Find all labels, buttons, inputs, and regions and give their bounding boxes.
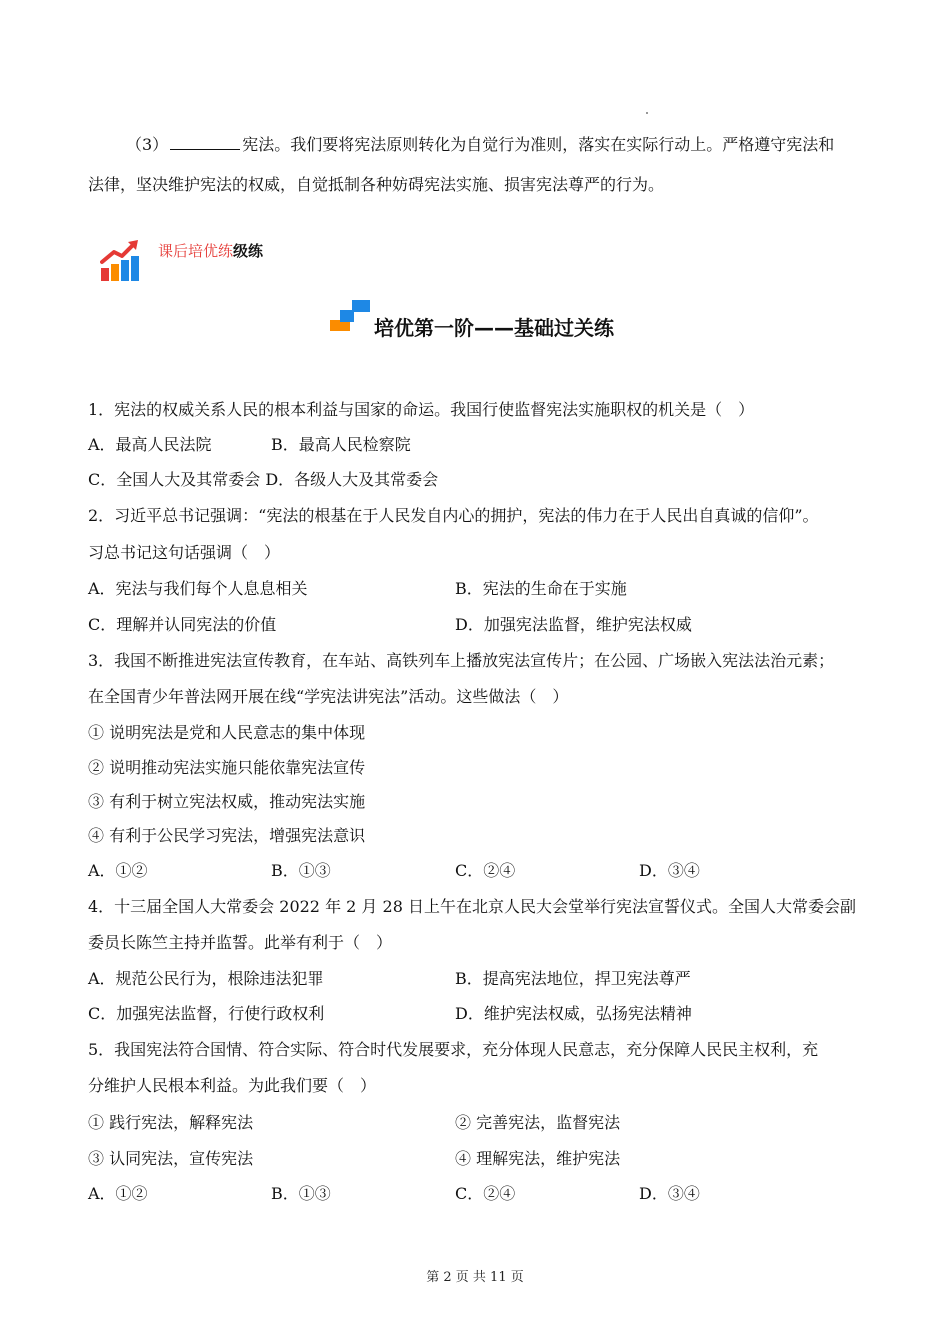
q5-statement-4: ④ 理解宪法，维护宪法 bbox=[455, 1149, 621, 1168]
q5-statement-2: ② 完善宪法，监督宪法 bbox=[455, 1113, 621, 1132]
q1-option-b[interactable]: B．最高人民检察院 bbox=[271, 435, 411, 454]
q4-option-c[interactable]: C．加强宪法监督，行使行政权利 bbox=[88, 1004, 325, 1023]
q3-statement-4: ④ 有利于公民学习宪法，增强宪法意识 bbox=[88, 826, 366, 845]
intro-suffix: 宪法。我们要将宪法原则转化为自觉行为准则，落实在实际行动上。严格遵守宪法和 bbox=[242, 135, 835, 154]
q3-stem-2: 在全国青少年普法网开展在线“学宪法讲宪法”活动。这些做法（ ） bbox=[88, 687, 569, 706]
page-number: 第 2 页 共 11 页 bbox=[426, 1270, 524, 1285]
q4-option-d[interactable]: D．维护宪法权威，弘扬宪法精神 bbox=[455, 1004, 692, 1023]
q2-stem-2: 习总书记这句话强调（ ） bbox=[88, 543, 281, 562]
q3-statement-2: ② 说明推动宪法实施只能依靠宪法宣传 bbox=[88, 758, 366, 777]
answer-blank[interactable] bbox=[170, 135, 240, 150]
q3-option-a[interactable]: A．①② bbox=[88, 861, 148, 880]
q3-option-c[interactable]: C．②④ bbox=[455, 861, 516, 880]
growth-chart-icon bbox=[100, 238, 142, 282]
q2-option-d[interactable]: D．加强宪法监督，维护宪法权威 bbox=[455, 615, 692, 634]
stage-title: 培优第一阶——基础过关练 bbox=[374, 316, 614, 340]
q5-option-c[interactable]: C．②④ bbox=[455, 1184, 516, 1203]
section-label-black: 级练 bbox=[233, 242, 264, 260]
q3-statement-3: ③ 有利于树立宪法权威，推动宪法实施 bbox=[88, 792, 366, 811]
q3-option-d[interactable]: D．③④ bbox=[639, 861, 700, 880]
scan-dot bbox=[646, 112, 648, 114]
q5-stem-2: 分维护人民根本利益。为此我们要（ ） bbox=[88, 1076, 377, 1095]
q5-option-d[interactable]: D．③④ bbox=[639, 1184, 700, 1203]
q5-stem-1: 5．我国宪法符合国情、符合实际、符合时代发展要求，充分体现人民意志，充分保障人民民主权利，充 bbox=[88, 1040, 819, 1059]
q2-option-a[interactable]: A．宪法与我们每个人息息相关 bbox=[88, 579, 308, 598]
q3-statement-1: ① 说明宪法是党和人民意志的集中体现 bbox=[88, 723, 366, 742]
intro-line-2: 法律，坚决维护宪法的权威，自觉抵制各种妨碍宪法实施、损害宪法尊严的行为。 bbox=[88, 175, 665, 194]
q1-option-a[interactable]: A．最高人民法院 bbox=[88, 435, 212, 454]
q5-option-a[interactable]: A．①② bbox=[88, 1184, 148, 1203]
q3-option-b[interactable]: B．①③ bbox=[271, 861, 331, 880]
section-label bbox=[158, 240, 263, 261]
q4-stem-2: 委员长陈竺主持并监誓。此举有利于（ ） bbox=[88, 933, 393, 952]
q1-option-cd[interactable]: C．全国人大及其常委会 D．各级人大及其常委会 bbox=[88, 470, 439, 489]
stairs-icon bbox=[330, 300, 370, 332]
q4-option-b[interactable]: B．提高宪法地位，捍卫宪法尊严 bbox=[455, 969, 691, 988]
q2-option-c[interactable]: C．理解并认同宪法的价值 bbox=[88, 615, 277, 634]
q5-option-b[interactable]: B．①③ bbox=[271, 1184, 331, 1203]
q5-statement-3: ③ 认同宪法，宣传宪法 bbox=[88, 1149, 254, 1168]
q5-statement-1: ① 践行宪法，解释宪法 bbox=[88, 1113, 254, 1132]
q2-option-b[interactable]: B．宪法的生命在于实施 bbox=[455, 579, 627, 598]
q4-stem-1: 4．十三届全国人大常委会 2022 年 2 月 28 日上午在北京人民大会堂举行宪法宣誓仪式。全国人大常委会副 bbox=[88, 897, 856, 916]
q2-stem-1: 2．习近平总书记强调：“宪法的根基在于人民发自内心的拥护，宪法的伟力在于人民出自真诚的信仰”。 bbox=[88, 506, 819, 525]
intro-line-1 bbox=[126, 134, 834, 156]
section-label-red: 课后培优练 bbox=[158, 242, 234, 260]
q1-stem: 1．宪法的权威关系人民的根本利益与国家的命运。我国行使监督宪法实施职权的机关是（ ） bbox=[88, 400, 755, 419]
q4-option-a[interactable]: A．规范公民行为，根除违法犯罪 bbox=[88, 969, 324, 988]
q3-stem-1: 3．我国不断推进宪法宣传教育，在车站、高铁列车上播放宪法宣传片；在公园、广场嵌入宪法法治元素； bbox=[88, 651, 835, 670]
intro-prefix: （3） bbox=[126, 135, 169, 154]
